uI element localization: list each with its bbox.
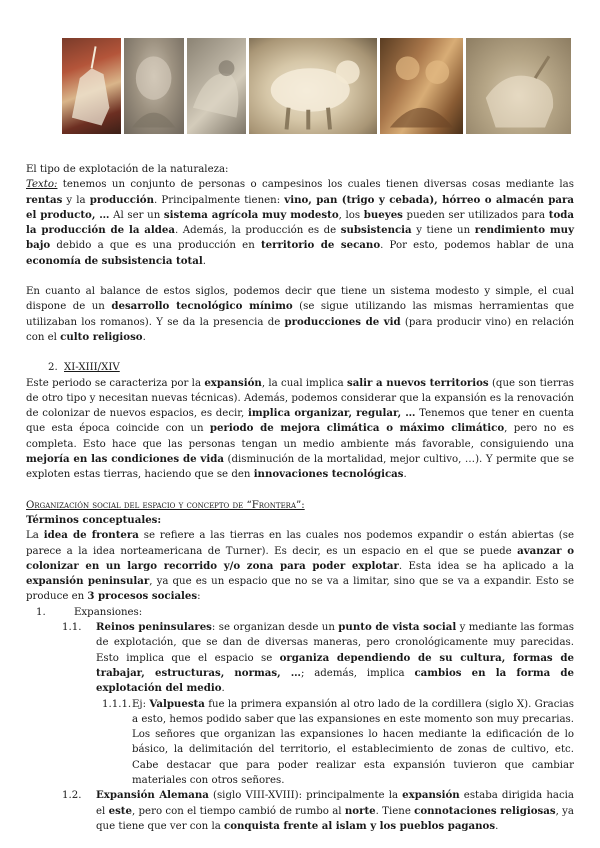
text-run: , los [338, 209, 364, 221]
bold-text: innovaciones tecnológicas [253, 468, 404, 481]
text-run: y tiene un [411, 225, 475, 237]
section-title-explotacion: El tipo de explotación de la naturaleza: [26, 164, 229, 175]
text-run: estaba dirigida hacia el [96, 790, 575, 817]
bold-text: salir a nuevos territorios [346, 376, 489, 389]
bold-text: rentas [26, 193, 63, 206]
text-run: . Por esto, podemos hablar de una [380, 240, 575, 252]
bold-text: mejoría en las condiciones de vida [26, 453, 224, 466]
text-run: . Tiene [375, 805, 415, 817]
paragraph-balance [26, 284, 574, 345]
bold-text: norte [344, 804, 376, 817]
bold-text: producciones de vid [284, 315, 401, 328]
text-run: . [142, 331, 146, 343]
bold-text: implica organizar, regular, … [248, 407, 416, 420]
section-title-organizacion: Organización social del espacio y concepto de “Frontera”: [26, 499, 305, 511]
bold-text: rendimiento muy bajo [26, 224, 574, 252]
text-run: (se sigue utilizando las mismas herramientas que utilizaban los romanos). Y se da la presencia de [26, 301, 574, 328]
text-run: , pero no es completa. Esto hace que las personas tengan un medio ambiente más favorable, consiguiendo una [26, 423, 574, 450]
stone-horse-relief-image [466, 38, 571, 134]
text-run: Este periodo se caracteriza por la [26, 377, 205, 389]
tapestry-unicorn-image [62, 38, 121, 134]
list-item-expansiones: 1. Expansiones: [36, 606, 143, 618]
bold-text: este [108, 804, 132, 817]
bold-text: Reinos peninsulares [96, 621, 212, 634]
bold-text: desarrollo tecnológico mínimo [111, 300, 293, 313]
romanesque-lamb-relief-image [249, 38, 377, 134]
text-run: fue la primera expansión al otro lado de la cordillera (siglo X). Gracias a esto, hemos podido saber que las expansiones en este momento son muy precarias. Los señores que organizan las expansiones lo hacen mediante la edificación de lo básico, la delimitación del territorio, el establecimiento de zonas de cultivo, etc. Cabe destacar que para poder realizar esta expansión tuvieron que cambiar materiales con otros señores. [132, 698, 574, 786]
text-run: . [221, 683, 225, 695]
bold-text: periodo de mejora climática o máximo climático [209, 422, 505, 435]
section-title: XI-XIII/XIV [64, 362, 120, 374]
bold-text: avanzar o colonizar en un largo recorrido y/o zona para poder explotar [26, 544, 574, 572]
text-run: , ya que es un espacio que no se va a limitar, sino que se va a expandir. Esto se produce en [26, 576, 575, 603]
text-run: pueden ser utilizados para [402, 209, 549, 221]
text-run: . [403, 469, 407, 481]
bold-text: territorio de secano [260, 239, 381, 252]
carved-griffin-image [187, 38, 246, 134]
text-run: (para producir vino) en relación con el [26, 316, 575, 343]
bold-text: economía de subsistencia total [26, 254, 203, 267]
bold-text: cambios en la forma de explotación del medio [96, 666, 574, 695]
text-run: Tenemos que tener en cuenta que esta época coincide con un [26, 408, 574, 435]
text-run: debido a que es una producción en [50, 240, 261, 252]
text-run: se refiere a las tierras en las cuales nos podemos expandir o están abiertas (se parece a la idea norteamericana de Turner). Es decir, es un espacio en el que se puede [26, 530, 575, 557]
bold-text: organiza dependiendo de su cultura, formas de trabajar, estructuras, normas, … [96, 651, 574, 679]
bold-text: expansión [402, 789, 460, 802]
bold-text: expansión peninsular [26, 575, 150, 588]
text-run: (disminución de la mortalidad, mejor cultivo, …). Y permite que se exploten estas tierras, haciendo que se den [26, 454, 575, 481]
terms-title: Términos conceptuales: [26, 513, 162, 526]
bold-text: vino, pan (trigo y cebada), hórreo o almacén para el producto, … [26, 193, 574, 221]
text-run: . Principalmente tienen: [154, 194, 285, 206]
section-heading-xi-xiii [48, 360, 574, 375]
bold-text: subsistencia [340, 224, 412, 237]
stone-relief-figure-image [124, 38, 183, 134]
text-run: La [26, 530, 44, 542]
bold-text: Valpuesta [149, 697, 205, 710]
text-run: y mediante las formas de explotación, que se dan de diversas maneras, pero cronológicamente muy parecidas. Esto implica que el espacio se [96, 622, 574, 664]
text-run: Ej: [132, 698, 150, 710]
list-item-expansion-alemana: 1.2. Expansión Alemana (siglo VIII-XVIII): principalmente la expansión estaba dirigida hacia el este, pero con el tiempo cambió de rumbo al norte. Tiene connotaciones religiosas, ya que tiene que ver con la conquista frente al islam y los pueblos paganos. [62, 789, 575, 832]
bold-text: 3 procesos sociales [87, 590, 198, 603]
text-run: . Esta idea se ha aplicado a la [398, 560, 574, 572]
text-run: y la [62, 194, 90, 206]
bold-text: connotaciones religiosas [414, 804, 556, 817]
bold-text: expansión [204, 376, 262, 389]
text-run: , pero con el tiempo cambió de rumbo al [132, 805, 345, 817]
texto-label: Texto: [26, 179, 58, 191]
text-run: tenemos un conjunto de personas o campesinos los cuales tienen diversas cosas mediante las [57, 179, 574, 191]
text-run: : [197, 591, 201, 603]
text-run: . [495, 820, 499, 832]
text-run: . Además, la producción es de [174, 225, 341, 237]
text-run: Al ser un [109, 209, 164, 221]
text-run: En cuanto al balance de estos siglos, podemos decir que tiene un sistema modesto y simple, el cual dispone de un [26, 286, 574, 313]
header-image-strip [62, 38, 571, 134]
bold-text: bueyes [363, 208, 403, 221]
text-run: ; además, implica [300, 667, 415, 679]
bold-text: idea de frontera [43, 529, 139, 542]
text-run: , ya que tiene que ver con la [96, 805, 574, 832]
text-run: : se organizan desde un [211, 622, 339, 634]
document-body [26, 162, 574, 834]
paragraph-frontera [26, 528, 574, 604]
bold-text: toda la producción de la aldea [26, 208, 574, 237]
text-run: (siglo VIII-XVIII): principalmente la [208, 790, 403, 802]
bold-text: Expansión Alemana [96, 789, 209, 802]
section-number: 2. [48, 362, 58, 374]
bold-text: punto de vista social [338, 621, 457, 634]
list-item-valpuesta: 1.1.1. Ej: Valpuesta fue la primera expansión al otro lado de la cordillera (siglo X). Gracias a esto, hemos podido saber que las expansiones en este momento son muy precarias. Los señores que organizan las expansiones lo hacen mediante la edificación de lo básico, la delimitación del territorio, el establecimiento de zonas de cultivo, etc. Cabe destacar que para poder realizar esta expansión tuvieron que cambiar materiales con otros señores. [102, 697, 574, 786]
text-run: , la cual implica [261, 377, 347, 389]
bold-text: conquista frente al islam y los pueblos paganos [224, 819, 496, 832]
paragraph-expansion [26, 376, 574, 483]
text-run: (que son tierras de otro tipo y necesitan nuevas técnicas). Además, podemos considerar que la expansión es la renovación de colonizar de nuevos espacios, es decir, [26, 377, 575, 420]
text-run: . [202, 255, 206, 267]
bold-text: sistema agrícola muy modesto [163, 208, 339, 221]
paragraph-texto [26, 177, 574, 269]
capital-sculpture-image [380, 38, 463, 134]
bold-text: producción [89, 193, 155, 206]
list-item-reinos-peninsulares: 1.1. Reinos peninsulares: se organizan desde un punto de vista social y mediante las formas de explotación, que se dan de diversas maneras, pero cronológicamente muy parecidas. Esto implica que el espacio se organiza dependiendo de su cultura, formas de trabajar, estructuras, normas, …; además, implica cambios en la forma de explotación del medio. [62, 621, 574, 695]
bold-text: culto religioso [60, 330, 143, 343]
